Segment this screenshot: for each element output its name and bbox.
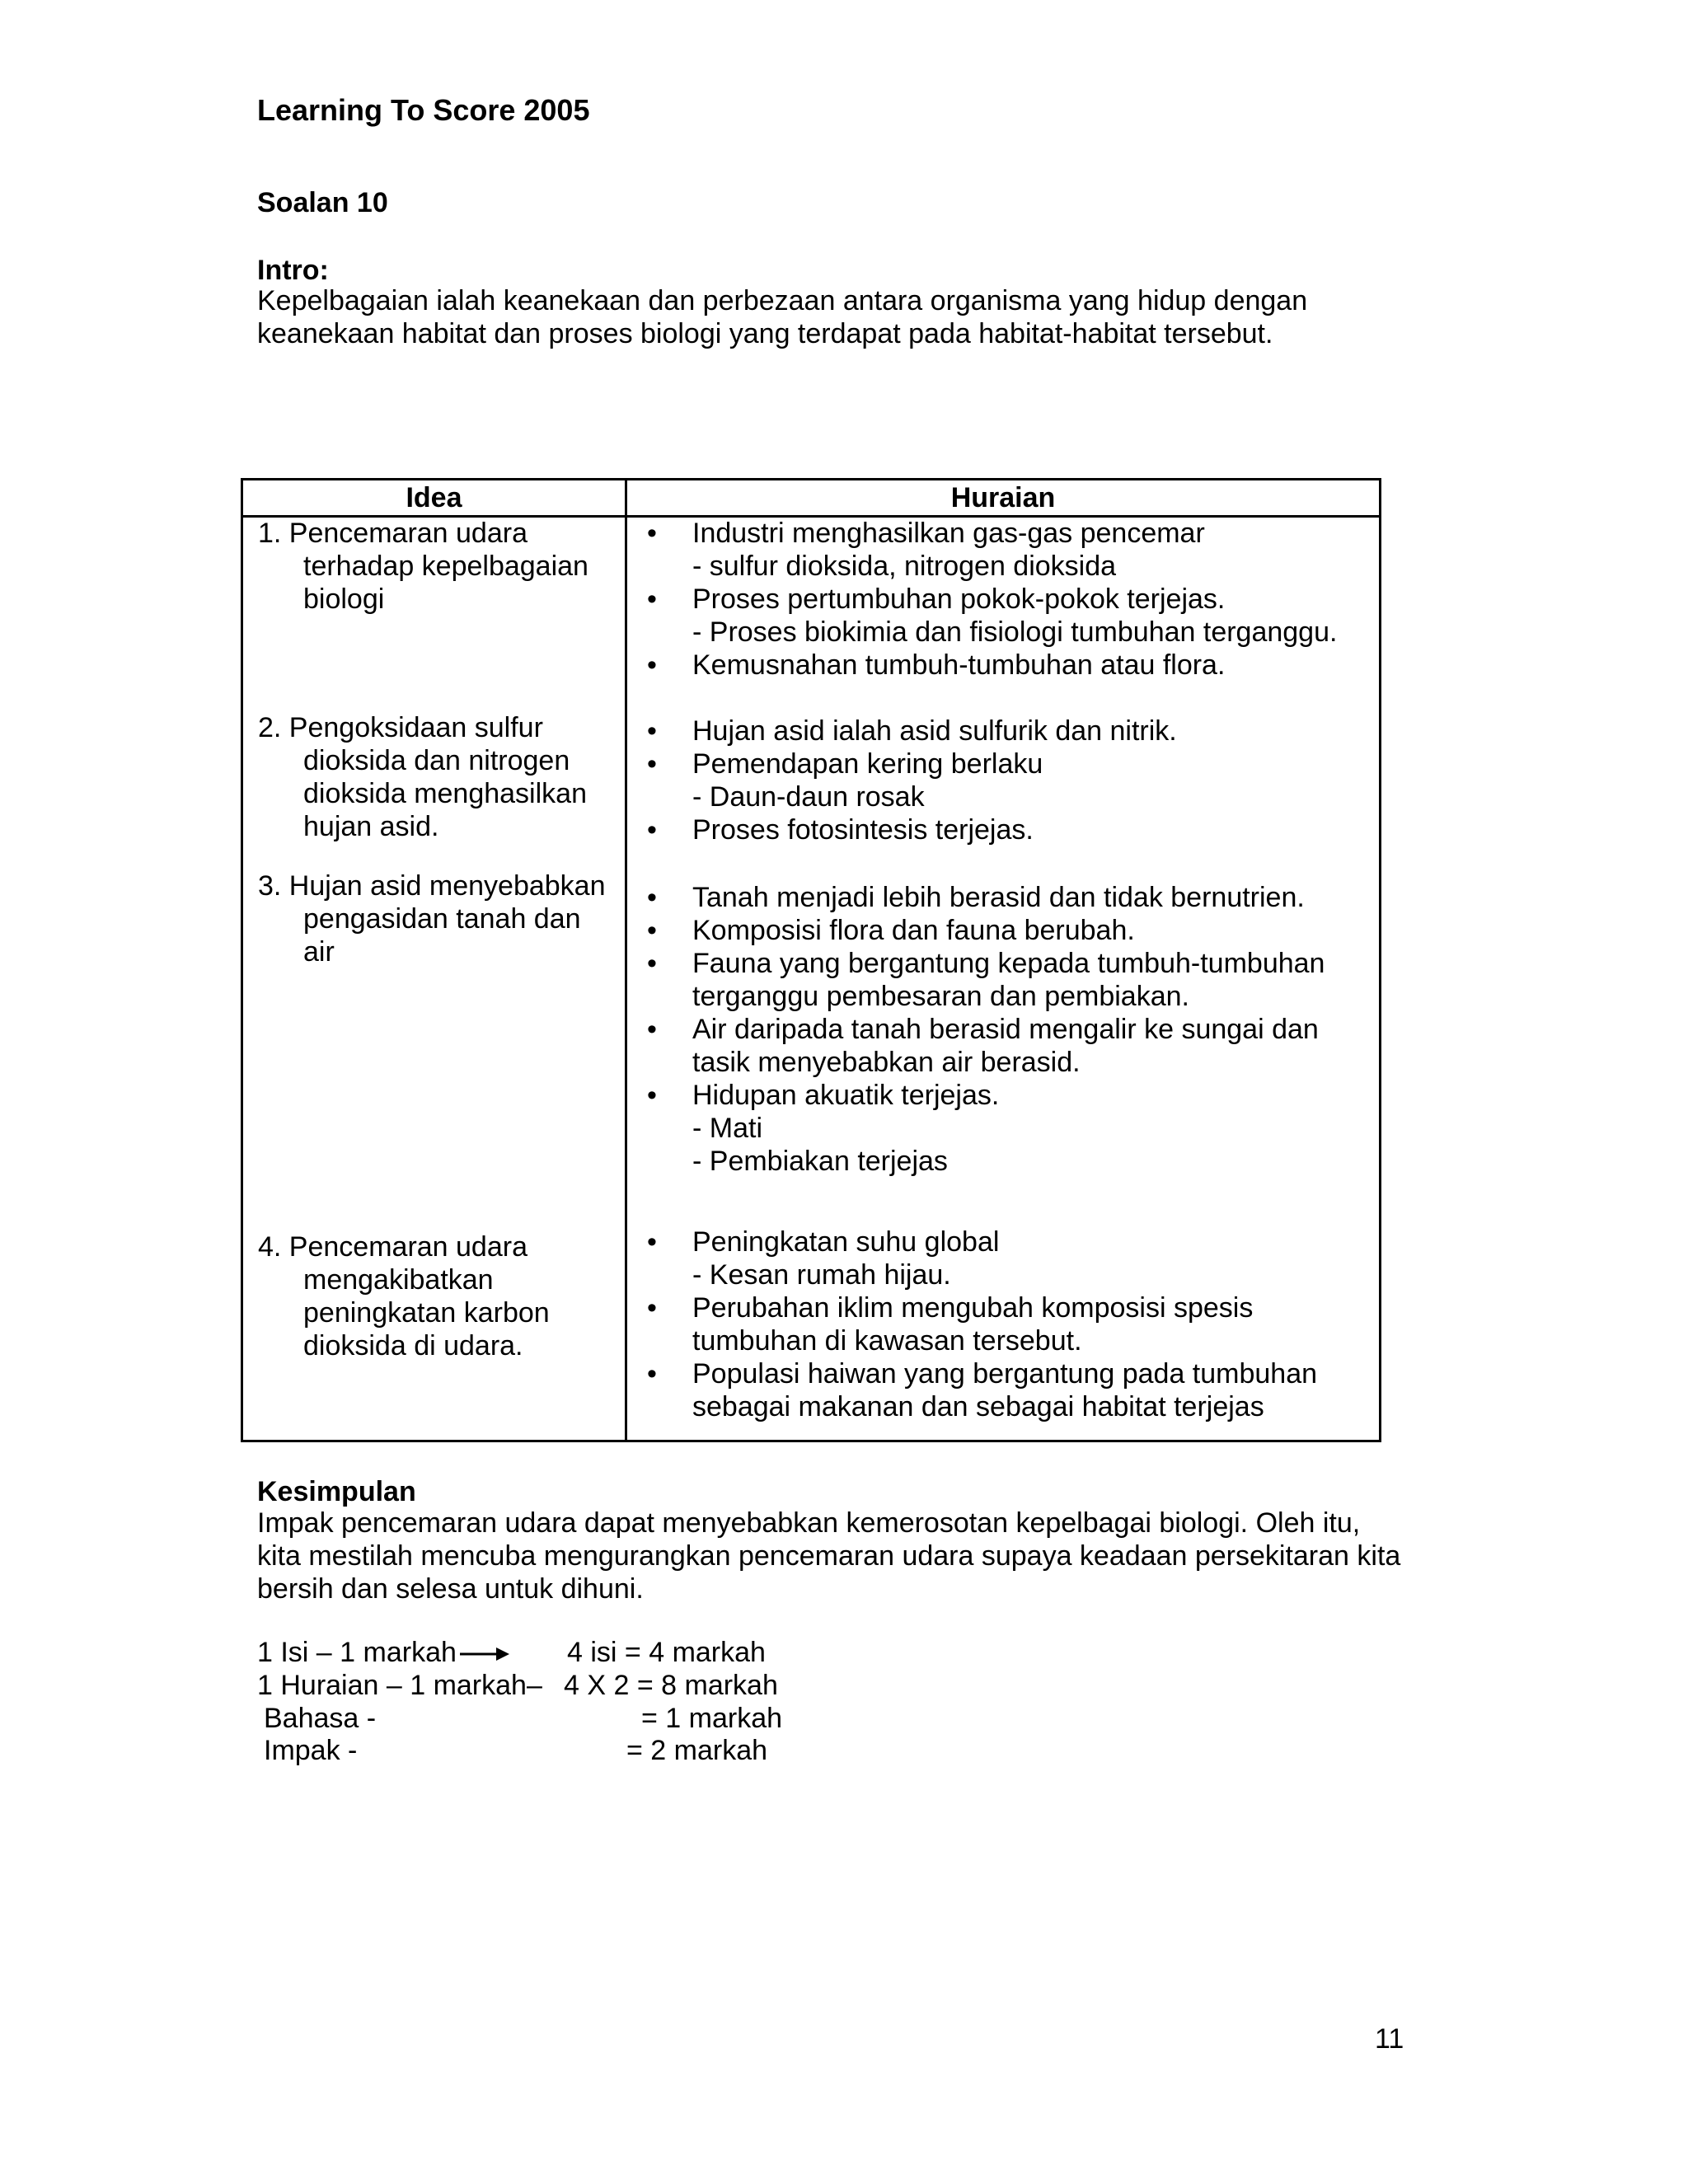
marking-value: = 1 markah <box>641 1703 783 1734</box>
intro-line: Kepelbagaian ialah keanekaan dan perbezaan antara organisma yang hidup dengan <box>257 285 1308 316</box>
sub-point: - sulfur dioksida, nitrogen dioksida <box>692 551 1117 582</box>
huraian-cell-1 <box>647 517 1372 682</box>
bullet-point: • Hidupan akuatik terjejas. <box>647 1079 1372 1112</box>
idea-cell-1 <box>258 517 621 616</box>
marking-row-huraian <box>257 1669 999 1702</box>
conclusion-line: bersih dan selesa untuk dihuni. <box>257 1573 644 1605</box>
sub-point: - Pembiakan terjejas <box>692 1146 948 1177</box>
sub-point: terganggu pembesaran dan pembiakan. <box>692 981 1189 1012</box>
bullet-point: • Proses fotosintesis terjejas. <box>647 813 1372 846</box>
marking-row-isi <box>257 1636 999 1669</box>
bullet-point: • Industri menghasilkan gas-gas pencemar <box>647 517 1372 550</box>
idea-line: dioksida dan nitrogen <box>303 745 570 776</box>
bullet-point: • Komposisi flora dan fauna berubah. <box>647 914 1372 947</box>
column-divider <box>625 480 627 1440</box>
bullet-point: • Tanah menjadi lebih berasid dan tidak bernutrien. <box>647 881 1372 914</box>
idea-cell-2 <box>258 711 621 843</box>
intro-line: keanekaan habitat dan proses biologi yang terdapat pada habitat-habitat tersebut. <box>257 318 1273 349</box>
intro-heading: Intro: <box>257 255 329 286</box>
conclusion-paragraph <box>257 1507 1452 1605</box>
idea-line: terhadap kepelbagaian <box>303 551 588 582</box>
bullet-point: • Peningkatan suhu global <box>647 1226 1372 1258</box>
bullet-point: • Hujan asid ialah asid sulfurik dan nitrik. <box>647 715 1372 748</box>
sub-point: sebagai makanan dan sebagai habitat terjejas <box>692 1391 1264 1422</box>
bullet-point: • Air daripada tanah berasid mengalir ke sungai dan <box>647 1013 1372 1046</box>
marking-row-bahasa <box>264 1702 1006 1735</box>
sub-point: - Kesan rumah hijau. <box>692 1259 951 1291</box>
bullet-point: • Populasi haiwan yang bergantung pada tumbuhan <box>647 1357 1372 1390</box>
idea-line: air <box>303 936 335 968</box>
idea-huraian-table <box>241 478 1381 1442</box>
sub-point: - Mati <box>692 1113 762 1144</box>
idea-cell-3 <box>258 869 621 968</box>
sub-point: - Daun-daun rosak <box>692 781 925 813</box>
idea-line: hujan asid. <box>303 811 439 842</box>
marking-value: 4 isi = 4 markah <box>567 1637 766 1668</box>
idea-line: pengasidan tanah dan <box>303 903 581 935</box>
huraian-cell-3 <box>647 881 1372 1178</box>
marking-value: = 2 markah <box>626 1735 768 1766</box>
header-huraian: Huraian <box>950 482 1056 513</box>
idea-line: 4. Pencemaran udara <box>258 1231 528 1263</box>
idea-cell-4 <box>258 1230 621 1362</box>
page-number: 11 <box>1375 2023 1404 2055</box>
marking-value: 4 X 2 = 8 markah <box>564 1670 778 1701</box>
idea-line: 3. Hujan asid menyebabkan <box>258 870 606 902</box>
idea-line: 2. Pengoksidaan sulfur <box>258 712 543 743</box>
right-arrow-icon <box>458 1639 511 1666</box>
marking-label: 1 Huraian – 1 markah– <box>257 1670 542 1701</box>
bullet-point: • Perubahan iklim mengubah komposisi spesis <box>647 1291 1372 1324</box>
sub-point: tumbuhan di kawasan tersebut. <box>692 1325 1082 1357</box>
marking-label: 1 Isi – 1 markah <box>257 1637 457 1668</box>
marking-label: Impak - <box>264 1735 358 1766</box>
bullet-point: • Kemusnahan tumbuh-tumbuhan atau flora. <box>647 649 1372 682</box>
idea-line: 1. Pencemaran udara <box>258 518 528 549</box>
marking-label: Bahasa - <box>264 1703 377 1734</box>
header-idea: Idea <box>406 482 462 513</box>
bullet-point: • Pemendapan kering berlaku <box>647 748 1372 780</box>
idea-line: dioksida menghasilkan <box>303 778 587 809</box>
idea-line: peningkatan karbon <box>303 1297 550 1329</box>
idea-line: biologi <box>303 583 385 615</box>
conclusion-line: kita mestilah mencuba mengurangkan pencemaran udara supaya keadaan persekitaran kita <box>257 1540 1401 1572</box>
idea-line: dioksida di udara. <box>303 1330 523 1361</box>
huraian-cell-2 <box>647 715 1372 846</box>
document-title: Learning To Score 2005 <box>257 93 590 127</box>
idea-line: mengakibatkan <box>303 1264 494 1296</box>
conclusion-heading: Kesimpulan <box>257 1476 416 1507</box>
question-title: Soalan 10 <box>257 187 388 218</box>
conclusion-line: Impak pencemaran udara dapat menyebabkan kemerosotan kepelbagai biologi. Oleh itu, <box>257 1507 1361 1539</box>
marking-row-impak <box>264 1734 1006 1767</box>
bullet-point: • Proses pertumbuhan pokok-pokok terjejas. <box>647 583 1372 616</box>
bullet-point: • Fauna yang bergantung kepada tumbuh-tumbuhan <box>647 947 1372 980</box>
intro-paragraph <box>257 284 1428 350</box>
huraian-cell-4 <box>647 1226 1372 1423</box>
sub-point: tasik menyebabkan air berasid. <box>692 1047 1081 1078</box>
sub-point: - Proses biokimia dan fisiologi tumbuhan terganggu. <box>692 616 1338 648</box>
